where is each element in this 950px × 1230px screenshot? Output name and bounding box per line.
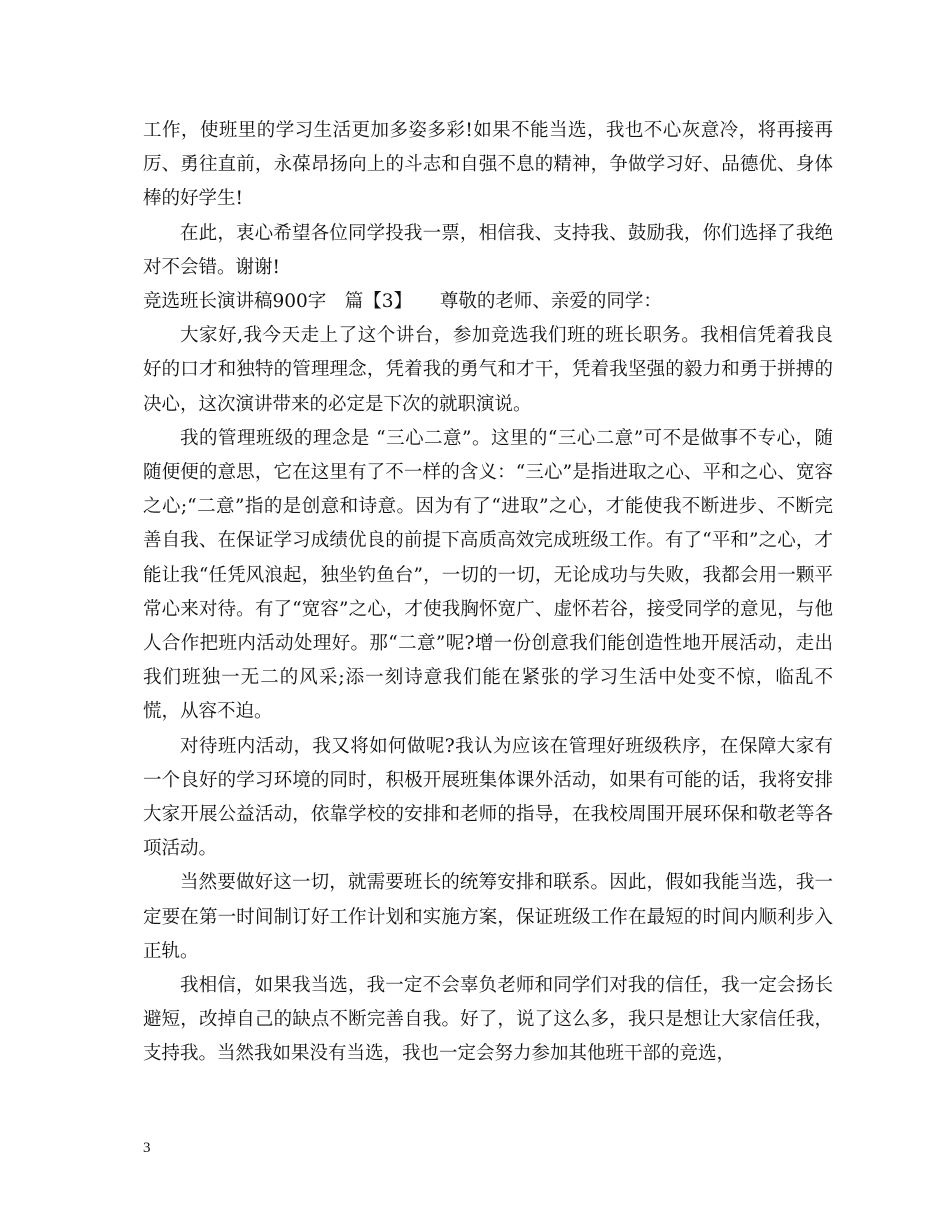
paragraph-closing-appeal: 在此，衷心希望各位同学投我一票，相信我、支持我、鼓励我，你们选择了我绝对不会错。谢谢! [143,222,833,278]
paragraph-planning: 当然要做好这一切，就需要班长的统筹安排和联系。因此，假如我能当选，我一定要在第一时间制订好工作计划和实施方案，保证班级工作在最短的时间内顺利步入正轨。 [143,872,833,962]
paragraph-class-activities: 对待班内活动，我又将如何做呢?我认为应该在管理好班级秩序，在保障大家有一个良好的学习环境的同时，积极开展班集体课外活动，如果有可能的话，我将安排大家开展公益活动，依靠学校的安排和老师的指导，在我校周围开展环保和敬老等各项活动。 [143,735,833,860]
section-heading: 竞选班长演讲稿900字 篇【3】 尊敬的老师、亲爱的同学： [143,291,662,313]
paragraph-greeting: 大家好,我今天走上了这个讲台，参加竞选我们班的班长职务。我相信凭着我良好的口才和独特的管理理念，凭着我的勇气和才干，凭着我坚强的毅力和勇于拼搏的决心，这次演讲带来的必定是下次的就职演说。 [143,325,833,415]
paragraph-continuation: 工作，使班里的学习生活更加多姿多彩!如果不能当选，我也不心灰意冷，将再接再厉、勇往直前，永葆昂扬向上的斗志和自强不息的精神，争做学习好、品德优、身体棒的好学生! [143,120,833,210]
paragraph-management-philosophy: 我的管理班级的理念是 “三心二意”。这里的“三心二意”可不是做事不专心，随随便便的意思，它在这里有了不一样的含义：“三心”是指进取之心、平和之心、宽容之心;“二意”指的是创意和诗意。因为有了“进取”之心，才能使我不断进步、不断完善自我、在保证学习成绩优良的前提下高质高效完成班级工作。有了“平和”之心，才能让我“任凭风浪起，独坐钓鱼台”，一切的一切，无论成功与失败，我都会用一颗平常心来对待。有了“宽容”之心，才使我胸怀宽广、虚怀若谷，接受同学的意见，与他人合作把班内活动处理好。那“二意”呢?增一份创意我们能创造性地开展活动，走出我们班独一无二的风采;添一刻诗意我们能在紧张的学习生活中处变不惊，临乱不慌，从容不迫。 [143,427,833,723]
paragraph-commitment: 我相信，如果我当选，我一定不会辜负老师和同学们对我的信任，我一定会扬长避短，改掉自己的缺点不断完善自我。好了，说了这么多，我只是想让大家信任我，支持我。当然我如果没有当选，我也一定会努力参加其他班干部的竞选， [143,975,833,1065]
page-number: 3 [143,1140,151,1156]
document-body [143,114,833,1072]
